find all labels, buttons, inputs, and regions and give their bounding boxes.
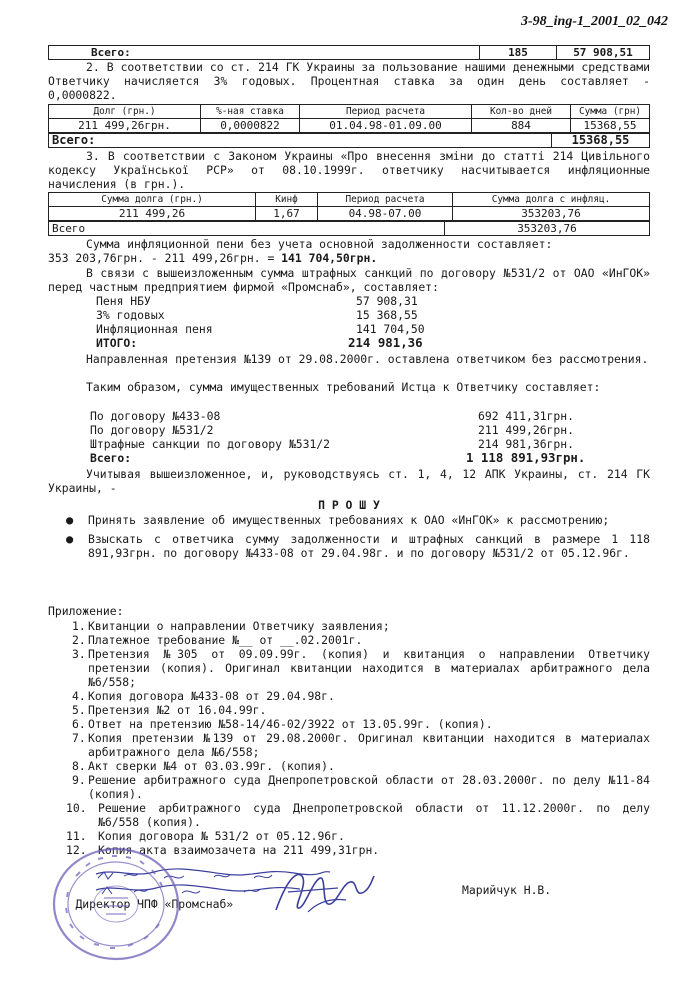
sanction-label: Пеня НБУ (96, 294, 151, 308)
bullet-icon: ● (66, 532, 74, 546)
table-1-days: 185 (480, 46, 557, 60)
appendix-number: 4. (72, 689, 86, 703)
paragraph-8: Учитывая вышеизложенное, и, руководствуясь ст. 1, 4, 12 АПК Украины, ст. 214 ГК Украины, - (48, 467, 650, 495)
sanction-value: 57 908,31 (356, 294, 418, 308)
appendix-text: Квитанции о направлении Ответчику заявления; (88, 619, 390, 633)
appendix-number: 3. (72, 647, 86, 661)
list-item (48, 294, 650, 308)
paragraph-4 (48, 237, 650, 251)
sanctions-list (48, 294, 650, 350)
list-item (48, 689, 650, 703)
table-1 (48, 45, 650, 60)
sanctions-total (48, 336, 650, 350)
table-3-total-value: 353203,76 (445, 222, 650, 236)
paragraph-2: 2. В соответствии со ст. 214 ГК Украины за пользование нашими денежными средствами Ответчику начисляется 3% годовых. Процентная ставка за один день составляет - 0,0000822. (48, 60, 650, 102)
table-3-header: Сумма долга с инфляц. (453, 193, 650, 207)
table-1-total (48, 45, 650, 60)
table-2-total-label: Всего: (49, 134, 552, 148)
appendix-number: 10. (66, 801, 87, 815)
claims-list (48, 409, 650, 465)
table-3 (48, 192, 650, 221)
paragraph-4-formula (48, 251, 650, 265)
appendix-list (48, 619, 650, 857)
appendix-title: Приложение: (48, 604, 124, 618)
sanction-value: 141 704,50 (356, 322, 425, 336)
list-item (48, 532, 650, 560)
requests-list (48, 513, 650, 560)
claim-value: 692 411,31грн. (478, 409, 575, 423)
formula-text: 353 203,76грн. - 211 499,26грн. = (48, 251, 282, 265)
document-id: 3-98_ing-1_2001_02_042 (521, 14, 668, 29)
list-item (48, 409, 650, 423)
claim-label: Штрафные санкции по договору №531/2 (90, 437, 331, 451)
appendix-text: Копия договора №433-08 от 29.04.98г. (88, 689, 335, 703)
table-2-cell: 15368,55 (571, 119, 650, 133)
appendix-text: Копия претензии №139 от 29.08.2000г. Оригинал квитанции находится в материалах арбитражного дела №6/558; (88, 731, 650, 759)
table-1-total-label: Всего: (49, 46, 480, 60)
list-item (48, 619, 650, 633)
list-item (48, 703, 650, 717)
claims-total-label: Всего: (90, 451, 132, 465)
paragraph-3: 3. В соответствии с Законом Украины «Про внесення зміни до статті 214 Цивільного кодексу Української РСР» от 08.10.1999г. ответчику насчитывается инфляционные начисления (в грн.). (48, 149, 650, 191)
list-item (48, 423, 650, 437)
table-row (49, 207, 650, 221)
table-1-sum: 57 908,51 (557, 46, 650, 60)
appendix-number: 12. (66, 843, 87, 857)
company-stamp (46, 842, 186, 962)
table-2-header: Кол-во дней (472, 105, 571, 119)
appendix-number: 11. (66, 829, 87, 843)
list-item (48, 437, 650, 451)
appendix-text: Копия акта взаимозачета на 211 499,31грн. (98, 843, 380, 857)
claims-total-value: 1 118 891,93грн. (466, 450, 586, 465)
table-3-block (48, 192, 650, 236)
table-3-header: Кинф (256, 193, 318, 207)
table-2-total-value: 15368,55 (552, 134, 650, 148)
table-2-cell: 01.04.98-01.09.00 (300, 119, 472, 133)
sanction-value: 15 368,55 (356, 308, 418, 322)
list-item (48, 773, 650, 801)
appendix-text: Решение арбитражного суда Днепропетровской области от 28.03.2000г. по делу №11-84 (копия). (88, 773, 650, 801)
table-2-total (48, 133, 650, 148)
appendix-text: Ответ на претензию №58-14/46-02/3922 от 13.05.99г. (копия). (88, 717, 493, 731)
bullet-icon: ● (66, 513, 74, 527)
table-3-header: Сумма долга (грн.) (49, 193, 256, 207)
appendix-number: 1. (72, 619, 86, 633)
request-text: Взыскать с ответчика сумму задолженности и штрафных санкций в размере 1 118 891,93грн. по договору №433-08 от 29.04.98г. и по договору №531/2 от 05.12.96г. (88, 532, 650, 560)
table-2-cell: 884 (472, 119, 571, 133)
list-item (48, 633, 650, 647)
list-item (48, 801, 650, 829)
signer-name: Марийчук Н.В. (462, 883, 552, 897)
appendix-number: 8. (72, 759, 86, 773)
claim-value: 214 981,36грн. (478, 437, 575, 451)
table-3-total-label: Всего (49, 222, 445, 236)
signer-title: Директор ЧПФ «Промснаб» (75, 897, 234, 911)
table-2-block (48, 104, 650, 148)
appendix-text: Решение арбитражного суда Днепропетровской области от 11.12.2000г. по делу №6/558 (копия). (98, 801, 650, 829)
table-3-cell: 04.98-07.00 (318, 207, 453, 221)
list-item (48, 759, 650, 773)
paragraph-5: В связи с вышеизложенным сумма штрафных санкций по договору №531/2 от ОАО «ИнГОК» перед частным предприятием фирмой «Промснаб», составляет: (48, 266, 650, 294)
table-2-header: Период расчета (300, 105, 472, 119)
request-text: Принять заявление об имущественных требованиях к ОАО «ИнГОК» к рассмотрению; (88, 513, 610, 527)
table-3-total (48, 221, 650, 236)
paragraph-7: Таким образом, сумма имущественных требований Истца к Ответчику составляет: (86, 380, 601, 394)
appendix-text: Платежное требование №__ от __.02.2001г. (88, 633, 363, 647)
appendix-text: Акт сверки №4 от 03.03.99г. (копия). (88, 759, 335, 773)
list-item (48, 647, 650, 689)
appendix-text: Претензия №305 от 09.09.99г. (копия) и квитанция о направлении Ответчику претензии (копия). Оригинал квитанции находится в материалах арбитражного дела №6/558; (88, 647, 650, 689)
list-item (48, 513, 650, 527)
paragraph-4-text: Сумма инфляционной пени без учета основной задолженности составляет: (86, 237, 553, 251)
table-2-cell: 0,0000822 (201, 119, 300, 133)
sanction-label: 3% годовых (96, 308, 165, 322)
prosh-heading: П Р О Ш У (318, 498, 380, 512)
appendix-number: 9. (72, 773, 86, 787)
appendix-text: Претензия №2 от 16.04.99г. (88, 703, 267, 717)
formula-result: 141 704,50грн. (281, 251, 378, 265)
sanction-label: Инфляционная пеня (96, 322, 213, 336)
table-3-cell: 211 499,26 (49, 207, 256, 221)
table-2 (48, 104, 650, 133)
table-2-header: Долг (грн.) (49, 105, 201, 119)
claim-value: 211 499,26грн. (478, 423, 575, 437)
appendix-number: 5. (72, 703, 86, 717)
table-3-header: Период расчета (318, 193, 453, 207)
table-row (49, 119, 650, 133)
claims-total (48, 451, 650, 465)
list-item (48, 829, 650, 843)
table-2-cell: 211 499,26грн. (49, 119, 201, 133)
appendix-text: Копия договора № 531/2 от 05.12.96г. (98, 829, 345, 843)
table-2-header: Сумма (грн) (571, 105, 650, 119)
table-2-header: %-ная ставка (201, 105, 300, 119)
table-3-cell: 353203,76 (453, 207, 650, 221)
appendix-number: 2. (72, 633, 86, 647)
claim-label: По договору №433-08 (90, 409, 221, 423)
appendix-number: 6. (72, 717, 86, 731)
signature (268, 862, 378, 920)
sanctions-total-value: 214 981,36 (348, 335, 423, 350)
table-3-cell: 1,67 (256, 207, 318, 221)
paragraph-6: Направленная претензия №139 от 29.08.2000г. оставлена ответчиком без рассмотрения. (86, 352, 649, 366)
list-item (48, 322, 650, 336)
sanctions-total-label: ИТОГО: (96, 336, 138, 350)
list-item (48, 308, 650, 322)
claim-label: По договору №531/2 (90, 423, 214, 437)
list-item (48, 717, 650, 731)
appendix-number: 7. (72, 731, 86, 745)
list-item (48, 731, 650, 759)
